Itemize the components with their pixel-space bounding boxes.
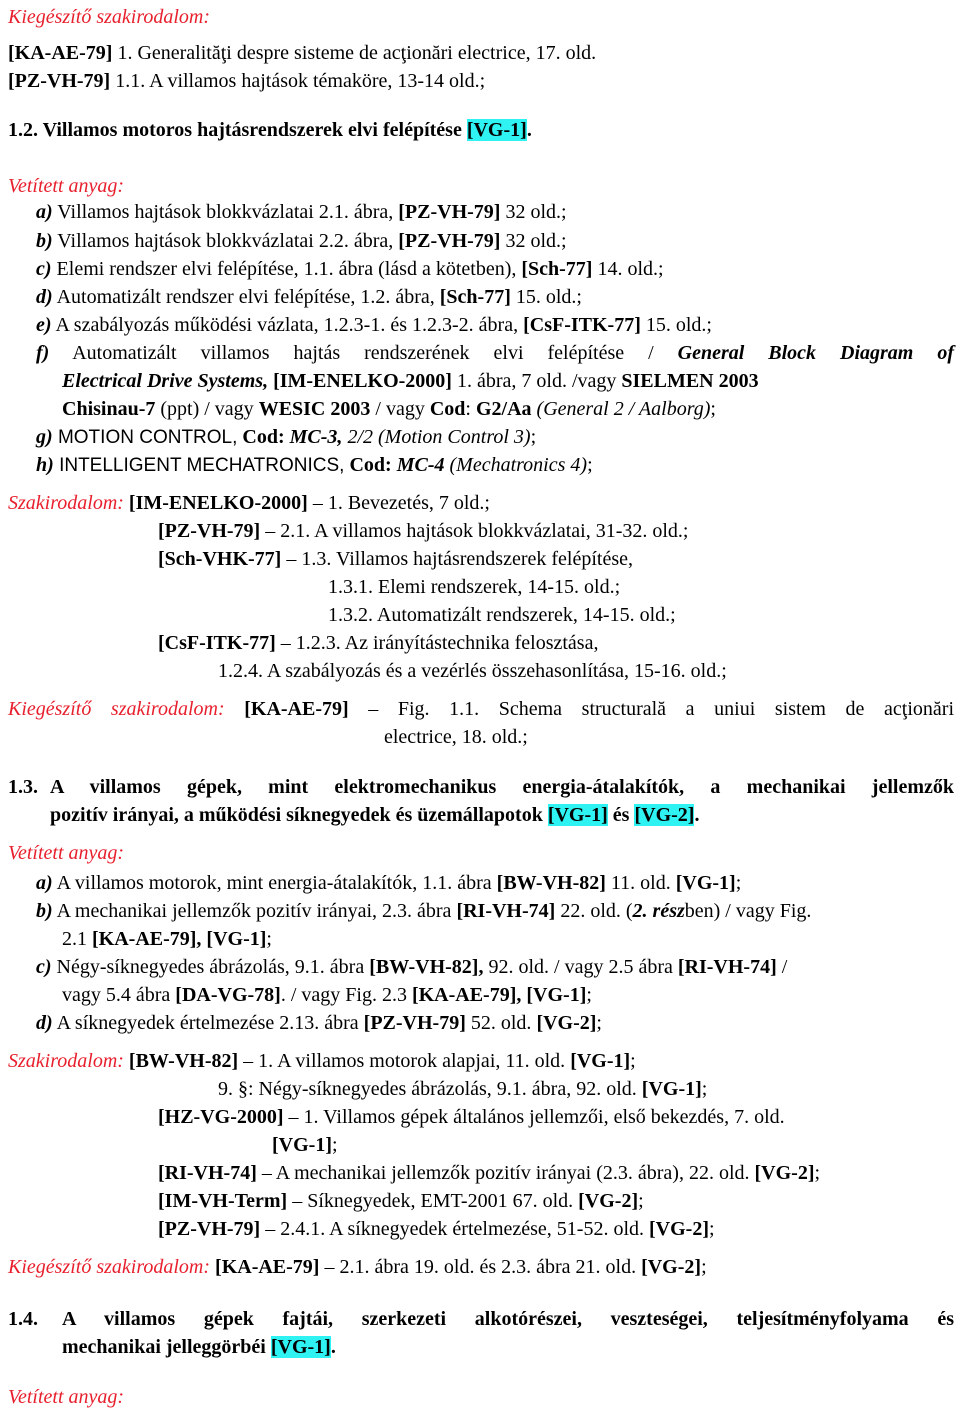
vg-tag: [VG-1] bbox=[270, 1336, 331, 1358]
ref-vg: [VG-1] bbox=[272, 1134, 332, 1156]
ref-code: [IM-ENELKO-2000] bbox=[123, 492, 308, 514]
item-text: 2.1 bbox=[62, 928, 92, 950]
ref-text: 9. §: Négy-síknegyedes ábrázolás, 9.1. ábra, 92. old. bbox=[218, 1078, 642, 1100]
literature-line bbox=[218, 1076, 707, 1102]
item-end: ; bbox=[587, 454, 593, 476]
item-ref: [RI-VH-74] bbox=[456, 900, 556, 922]
item-ref: [CsF-ITK-77] bbox=[523, 314, 641, 336]
item-tail: 11. old. bbox=[605, 872, 676, 894]
item-text: Automatizált villamos hajtás rendszerének elvi felépítése / bbox=[49, 342, 678, 364]
literature-line bbox=[158, 1160, 820, 1186]
literature-line bbox=[158, 518, 688, 544]
ref-code: [RI-VH-74] bbox=[158, 1162, 257, 1184]
item-italic-text: 2. rész bbox=[632, 900, 685, 922]
ref-code: [KA-AE-79] bbox=[210, 1256, 320, 1278]
item-ref: [RI-VH-74] bbox=[677, 956, 777, 978]
item-end: ; bbox=[735, 872, 742, 894]
ref-end: ; bbox=[630, 1050, 636, 1072]
section-1-3-title-cont bbox=[50, 802, 699, 828]
item-bold: Cod: bbox=[237, 426, 285, 448]
item-end: ; bbox=[586, 984, 592, 1006]
item-ref: [IM-ENELKO-2000] bbox=[268, 370, 452, 392]
item-ref: [KA-AE-79], [VG-1] bbox=[92, 928, 267, 950]
item-bold: WESIC 2003 bbox=[258, 398, 371, 420]
ref-vg: [VG-2] bbox=[754, 1162, 815, 1184]
ref-code: [Sch-VHK-77] bbox=[158, 548, 282, 570]
item-ref: [PZ-VH-79] bbox=[398, 230, 501, 252]
item-label: f) bbox=[36, 342, 50, 364]
section-title-text: 1.2. Villamos motoros hajtásrendszerek elvi felépítése bbox=[8, 119, 467, 141]
item-end: ; bbox=[710, 398, 716, 420]
item-italic-text: MC-4 bbox=[391, 454, 445, 476]
item-sans-text: MOTION CONTROL, bbox=[52, 427, 238, 448]
item-tail: 32 old.; bbox=[500, 201, 567, 223]
supplementary-continuation: electrice, 18. old.; bbox=[384, 726, 528, 748]
list-item-continuation bbox=[62, 396, 716, 422]
item-ref: [DA-VG-78] bbox=[175, 984, 281, 1006]
ref-code: [PZ-VH-79] bbox=[8, 70, 111, 92]
ref-code: [CsF-ITK-77] bbox=[158, 632, 276, 654]
ref-code: [BW-VH-82] bbox=[123, 1050, 239, 1072]
list-item bbox=[36, 954, 787, 980]
projected-material-heading: Vetített anyag: bbox=[8, 842, 125, 864]
item-ref: [BW-VH-82] bbox=[496, 872, 606, 894]
item-italic-text: Electrical Drive Systems, bbox=[62, 370, 269, 392]
item-italic-text: (General 2 / Aalborg) bbox=[531, 398, 711, 420]
ref-text: – 1. Bevezetés, 7 old.; bbox=[307, 492, 490, 514]
literature-heading: Szakirodalom: bbox=[8, 492, 124, 514]
item-label: c) bbox=[36, 258, 52, 280]
item-tail: 92. old. / vagy 2.5 ábra bbox=[483, 956, 678, 978]
item-vg: [VG-1] bbox=[675, 872, 736, 894]
ref-end: ; bbox=[814, 1162, 821, 1184]
item-text: Elemi rendszer elvi felépítése, 1.1. ábra (lásd a kötetben), bbox=[51, 258, 522, 280]
section-title-text: pozitív irányai, a működési síknegyedek és üzemállapotok bbox=[50, 804, 548, 826]
item-text: vagy 5.4 ábra bbox=[62, 984, 176, 1006]
ref-end: ; bbox=[331, 1134, 338, 1156]
section-number: 1.3. bbox=[8, 776, 38, 798]
ref-code: [KA-AE-79] bbox=[8, 42, 113, 64]
ref-code: [PZ-VH-79] bbox=[158, 520, 261, 542]
title-mid: és bbox=[607, 804, 635, 826]
section-1-4-title-cont bbox=[62, 1334, 336, 1360]
item-tail: 14. old.; bbox=[592, 258, 664, 280]
item-label: d) bbox=[36, 286, 53, 308]
ref-code: [KA-AE-79] bbox=[224, 698, 349, 720]
ref-code: [IM-VH-Term] bbox=[158, 1190, 288, 1212]
ref-code: [PZ-VH-79] bbox=[158, 1218, 261, 1240]
item-label: b) bbox=[36, 900, 53, 922]
section-number: 1.4. bbox=[8, 1308, 38, 1330]
ref-text: – 1.2.3. Az irányítástechnika felosztása, bbox=[275, 632, 599, 654]
ref-text: – Fig. 1.1. Schema structurală a uniui sistem de acţionări bbox=[348, 698, 954, 720]
literature-heading: Szakirodalom: bbox=[8, 1050, 124, 1072]
supplementary-line bbox=[8, 1254, 707, 1280]
item-ref: [PZ-VH-79] bbox=[363, 1012, 466, 1034]
ref-vg: [VG-1] bbox=[570, 1050, 631, 1072]
item-tail: 15. old.; bbox=[510, 286, 582, 308]
section-1-4-title: A villamos gépek fajtái, szerkezeti alkotórészei, veszteségei, teljesítményfolyama és bbox=[62, 1308, 954, 1330]
item-italic-text: General Block Diagram of bbox=[677, 342, 954, 364]
item-label: g) bbox=[36, 426, 53, 448]
item-tail: . / vagy Fig. 2.3 bbox=[280, 984, 412, 1006]
item-label: c) bbox=[36, 956, 52, 978]
literature-line bbox=[272, 1132, 338, 1158]
item-text: A villamos motorok, mint energia-átalakítók, 1.1. ábra bbox=[52, 872, 497, 894]
title-end: . bbox=[694, 804, 700, 826]
title-end: . bbox=[330, 1336, 336, 1358]
item-text: 2/2 (Motion Control 3) bbox=[342, 426, 531, 448]
item-tail: 32 old.; bbox=[500, 230, 567, 252]
supplementary-literature-heading: Kiegészítő szakirodalom: bbox=[8, 6, 211, 28]
item-text: Négy-síknegyedes ábrázolás, 9.1. ábra bbox=[51, 956, 370, 978]
item-tail: ben) / vagy Fig. bbox=[684, 900, 812, 922]
supplementary-heading: Kiegészítő szakirodalom: bbox=[8, 698, 225, 720]
item-sans-text: INTELLIGENT MECHATRONICS, bbox=[53, 455, 345, 476]
item-text: : bbox=[465, 398, 476, 420]
item-tail: / bbox=[776, 956, 788, 978]
list-item-continuation bbox=[62, 926, 272, 952]
vg-tag: [VG-1] bbox=[466, 119, 527, 141]
item-end: ; bbox=[530, 426, 537, 448]
ref-text: – 2.4.1. A síknegyedek értelmezése, 51-52. old. bbox=[260, 1218, 650, 1240]
item-text: Villamos hajtások blokkvázlatai 2.1. ábra, bbox=[52, 201, 399, 223]
literature-line bbox=[158, 1188, 644, 1214]
list-item bbox=[36, 256, 664, 282]
ref-text: 1. Generalităţi despre sisteme de acţionări electrice, 17. old. bbox=[112, 42, 597, 64]
item-tail: 52. old. bbox=[465, 1012, 537, 1034]
ref-text: – 1. A villamos motorok alapjai, 11. old. bbox=[238, 1050, 571, 1072]
title-end: . bbox=[526, 119, 532, 141]
item-label: b) bbox=[36, 230, 53, 252]
item-bold: Cod: bbox=[344, 454, 392, 476]
list-item bbox=[36, 284, 582, 310]
literature-line bbox=[158, 1104, 785, 1130]
list-item bbox=[36, 228, 567, 254]
ref-text: – 1.3. Villamos hajtásrendszerek felépítése, bbox=[281, 548, 633, 570]
item-text: / vagy bbox=[370, 398, 430, 420]
item-text: Automatizált rendszer elvi felépítése, 1.2. ábra, bbox=[52, 286, 440, 308]
ref-text: – Síknegyedek, EMT-2001 67. old. bbox=[287, 1190, 579, 1212]
ref-text: – A mechanikai jellemzők pozitív irányai (2.3. ábra), 22. old. bbox=[256, 1162, 755, 1184]
reference-line bbox=[8, 40, 596, 66]
item-end: ; bbox=[596, 1012, 602, 1034]
literature-subline: 1.2.4. A szabályozás és a vezérlés összehasonlítása, 15-16. old.; bbox=[218, 660, 727, 682]
item-ref: [Sch-77] bbox=[439, 286, 511, 308]
projected-material-heading: Vetített anyag: bbox=[8, 175, 125, 197]
literature-subline: 1.3.2. Automatizált rendszerek, 14-15. old.; bbox=[328, 604, 676, 626]
item-text: A mechanikai jellemzők pozitív irányai, 2.3. ábra bbox=[52, 900, 457, 922]
item-label: d) bbox=[36, 1012, 53, 1034]
projected-material-heading: Vetített anyag: bbox=[8, 1386, 125, 1408]
item-bold: Chisinau-7 bbox=[62, 398, 156, 420]
ref-vg: [VG-2] bbox=[578, 1190, 639, 1212]
list-item-continuation bbox=[62, 982, 592, 1008]
literature-line bbox=[158, 630, 598, 656]
ref-end: ; bbox=[701, 1078, 708, 1100]
item-ref: [BW-VH-82], bbox=[369, 956, 484, 978]
item-bold: SIELMEN 2003 bbox=[621, 370, 759, 392]
list-item bbox=[36, 199, 567, 225]
item-label: a) bbox=[36, 201, 53, 223]
supplementary-heading: Kiegészítő szakirodalom: bbox=[8, 1256, 211, 1278]
supplementary-line bbox=[8, 696, 954, 722]
item-bold: Cod bbox=[429, 398, 466, 420]
section-1-3-title: A villamos gépek, mint elektromechanikus energia-átalakítók, a mechanikai jellemzők bbox=[50, 776, 954, 798]
vg-tag: [VG-2] bbox=[634, 804, 695, 826]
item-text: (Mechatronics 4) bbox=[444, 454, 588, 476]
list-item bbox=[36, 340, 954, 366]
literature-line bbox=[8, 1048, 636, 1074]
vg-tag: [VG-1] bbox=[547, 804, 608, 826]
item-ref: [KA-AE-79], [VG-1] bbox=[411, 984, 587, 1006]
item-ref: [Sch-77] bbox=[521, 258, 593, 280]
item-text: A síknegyedek értelmezése 2.13. ábra bbox=[52, 1012, 364, 1034]
item-tail: 22. old. ( bbox=[555, 900, 633, 922]
list-item bbox=[36, 452, 593, 479]
literature-line bbox=[158, 1216, 715, 1242]
ref-code: [HZ-VG-2000] bbox=[158, 1106, 284, 1128]
list-item bbox=[36, 312, 712, 338]
list-item bbox=[36, 1010, 602, 1036]
ref-end: ; bbox=[709, 1218, 715, 1240]
item-label: a) bbox=[36, 872, 53, 894]
item-text: Villamos hajtások blokkvázlatai 2.2. ábra, bbox=[52, 230, 399, 252]
reference-line bbox=[8, 68, 485, 94]
list-item bbox=[36, 424, 536, 451]
literature-line bbox=[8, 490, 490, 516]
item-tail: 15. old.; bbox=[640, 314, 712, 336]
ref-vg: [VG-2] bbox=[649, 1218, 709, 1240]
literature-line bbox=[158, 546, 633, 572]
item-bold: G2/Aa bbox=[475, 398, 532, 420]
list-item bbox=[36, 870, 741, 896]
item-italic-text: MC-3, bbox=[284, 426, 343, 448]
list-item-continuation bbox=[62, 368, 759, 394]
ref-vg: [VG-1] bbox=[641, 1078, 702, 1100]
ref-vg: [VG-2] bbox=[641, 1256, 702, 1278]
item-ref: [PZ-VH-79] bbox=[398, 201, 501, 223]
item-vg: [VG-2] bbox=[536, 1012, 597, 1034]
list-item bbox=[36, 898, 811, 924]
ref-end: ; bbox=[638, 1190, 644, 1212]
section-1-2-title bbox=[8, 117, 532, 143]
ref-text: – 2.1. A villamos hajtások blokkvázlatai, 31-32. old.; bbox=[260, 520, 689, 542]
ref-text: 1.1. A villamos hajtások témaköre, 13-14 old.; bbox=[110, 70, 486, 92]
section-title-text: mechanikai jelleggörbéi bbox=[62, 1336, 271, 1358]
item-text: 1. ábra, 7 old. /vagy bbox=[451, 370, 622, 392]
ref-end: ; bbox=[701, 1256, 707, 1278]
item-text: A szabályozás működési vázlata, 1.2.3-1. és 1.2.3-2. ábra, bbox=[51, 314, 524, 336]
item-text: (ppt) / vagy bbox=[155, 398, 259, 420]
ref-text: – 1. Villamos gépek általános jellemzői, első bekezdés, 7. old. bbox=[283, 1106, 785, 1128]
literature-subline: 1.3.1. Elemi rendszerek, 14-15. old.; bbox=[328, 576, 621, 598]
item-label: h) bbox=[36, 454, 54, 476]
ref-text: – 2.1. ábra 19. old. és 2.3. ábra 21. old. bbox=[319, 1256, 642, 1278]
item-label: e) bbox=[36, 314, 52, 336]
item-end: ; bbox=[266, 928, 272, 950]
